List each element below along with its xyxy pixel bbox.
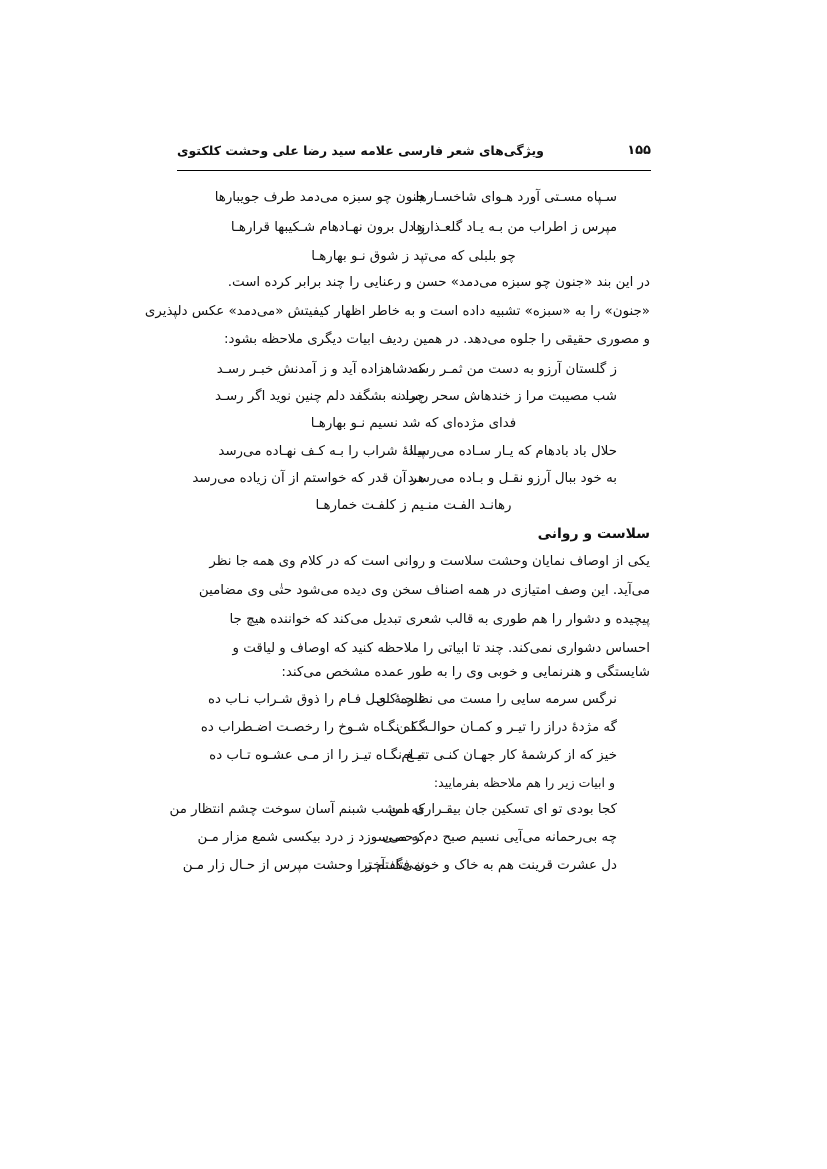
poem2-refrain1: فدای مژده‌ای که شد نسیم نـو بهارهـا — [310, 416, 517, 431]
para2-line2: می‌آید. این وصف امتیازی در همه اصناف سخن وی دیده می‌شود حتٰی وی مضامین — [198, 583, 650, 598]
para1-line3: و مصوری حقیقی را جلوه می‌دهد. در همین ردیف ابیات دیگری ملاحظه بشود: — [224, 332, 650, 347]
poem2-line4-right: حلال باد بادهام که یـار سـاده می‌رسـد — [407, 444, 617, 459]
poem2-line2-left: چرا نه بشگفد دلم چنین نوید اگر رسـد — [215, 389, 425, 404]
poem3-line3-right: خیز که از کرشمهٔ کار جهـان کنـی تمـام — [401, 748, 617, 763]
poem2-line4-left: پیالهٔ شراب را بـه کـف نهـاده می‌رسد — [218, 444, 425, 459]
poem4-line3-right: دل عشرت قرینت هم به خاک و خون فتاد آخر — [365, 858, 617, 873]
poem4-line2-right: چه بی‌رحمانه می‌آیی نسیم صبح دم رحمـی — [382, 830, 617, 845]
page-number: ۱۵۵ — [627, 143, 651, 158]
poem3-line3-left: تیـغ نگـاه تیـز را از مـی عشـوه تـاب ده — [209, 748, 425, 763]
poem1-line2-left: ز دل برون نهـادهام شـکیبها قرارهـا — [230, 220, 425, 235]
para2-line5: شایستگی و هنرنمایی و خوبی وی را به طور عمده مشخص می‌کند: — [281, 665, 650, 680]
poem4-line3-left: نمی‌گفتم ترا وحشت مپرس از حـال زار مـن — [182, 858, 425, 873]
para1-line1: در این بند «جنون چو سبزه می‌دمد» حسن و رعنایی را چند برابر کرده است. — [227, 275, 650, 290]
poem3-line1-right: نرگس سرمه سایی را مست می نظاره کـن — [375, 692, 617, 707]
poem3-line2-right: گه مژدهٔ دراز را تیـر و کمـان حوالـه کـن — [396, 720, 617, 735]
poem2-line5-left: هر آن قدر که خواستم از آن زیاده می‌رسد — [192, 471, 425, 486]
poem3-line1-left: غنچـهٔ لعـل فـام را ذوق شـراب نـاب ده — [207, 692, 425, 707]
poem4-line2-left: که می‌سوزد ز درد بیکسی شمع مزار مـن — [197, 830, 425, 845]
para2-line4: احساس دشواری نمی‌کند. چند تا ابیاتی را ملاحظه کنید که اوصاف و لیاقت و — [232, 641, 650, 656]
poem1-line1-left: جنون چو سبزه می‌دمد طرف جویبارها — [214, 190, 425, 205]
poem2-line1-left: که شاهزاده آید و ز آمدنش خبـر رسـد — [216, 362, 425, 377]
poem4-line1-left: که امشب شبنم آسان سوخت چشم انتظار من — [169, 802, 425, 817]
section-heading: سلاست و روانی — [537, 526, 650, 542]
poem2-line1-right: ز گلستان آرزو به دست من ثمـر رسـد — [406, 362, 617, 377]
poem1-line2-right: مپرس ز اطراب من بـه یـاد گلعـذارها — [412, 220, 617, 235]
header-rule — [177, 170, 651, 171]
poem4-line1-right: کجا بودی تو ای تسکین جان بیقـراری مـن — [388, 802, 617, 817]
poem3-line2-left: گـاه نگـاه شـوخ را رخصـت اضـطراب ده — [200, 720, 425, 735]
para1-line2: «جنون» را به «سبزه» تشبیه داده است و به خاطر اظهار کیفیتش «می‌دمد» عکس دلپذیری — [144, 304, 650, 319]
page-header — [177, 140, 651, 166]
para2-line1: یکی از اوصاف نمایان وحشت سلاست و روانی است که در کلام وی همه جا نظر — [209, 554, 650, 569]
poem2-line5-right: به خود ببال آرزو نقـل و بـاده می‌رسـد — [407, 471, 617, 486]
running-title: ویژگی‌های شعر فارسی علامه سید رضا علی وحشت کلکتوی — [177, 143, 544, 158]
poem2-line2-right: شب مصیبت مرا ز خندهاش سحر رسـد — [399, 389, 617, 404]
poem1-line1-right: سـپاه مسـتی آورد هـوای شاخسـارها — [415, 190, 617, 205]
poem4-intro: و ابیات زیر را هم ملاحظه بفرمایید: — [433, 775, 615, 790]
poem1-refrain: چو بلبلی که می‌تپد ز شوق نـو بهارهـا — [311, 249, 516, 264]
poem2-refrain2: رهانـد الفـت منـیم ز کلفـت خمارهـا — [315, 498, 512, 513]
para2-line3: پیچیده و دشوار را هم طوری به قالب شعری تبدیل می‌کند که خواننده هیچ جا — [229, 612, 650, 627]
